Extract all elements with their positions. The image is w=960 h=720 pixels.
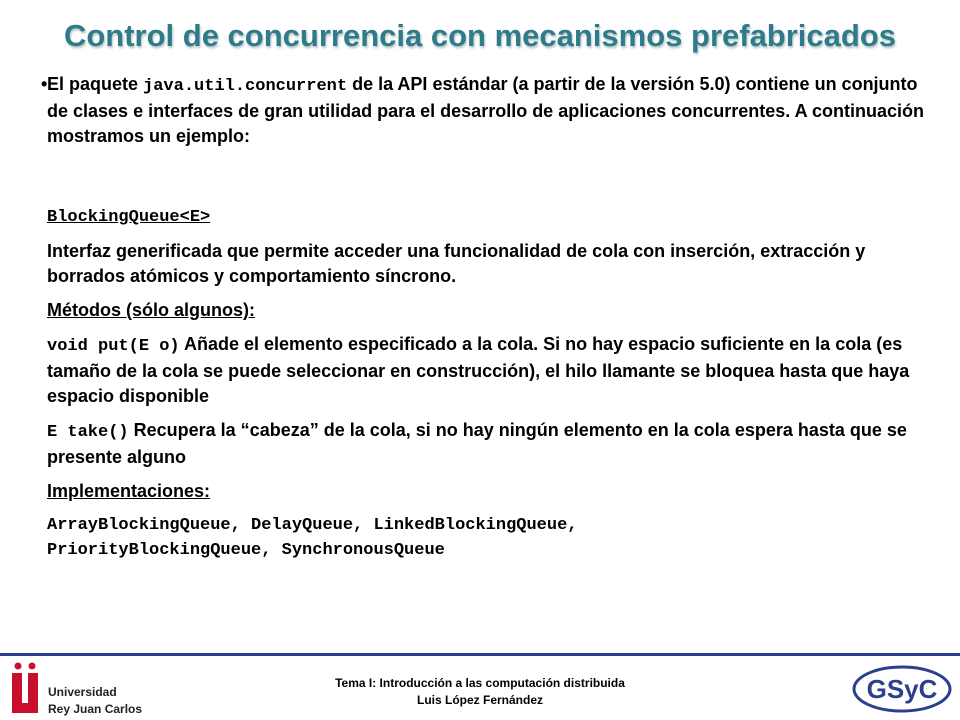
implementations-line-1: ArrayBlockingQueue, DelayQueue, LinkedBlockingQueue, xyxy=(47,516,578,535)
method-take-signature: E take() xyxy=(47,423,129,442)
footer-divider xyxy=(0,653,960,656)
bullet: • xyxy=(41,74,48,94)
method-take xyxy=(47,418,927,470)
implementations-list xyxy=(47,513,927,563)
slide-title: Control de concurrencia con mecanismos prefabricados xyxy=(63,18,897,53)
gsyc-logo-icon xyxy=(852,664,952,714)
university-line-2: Rey Juan Carlos xyxy=(48,702,143,716)
package-name: java.util.concurrent xyxy=(143,77,348,96)
interface-description: Interfaz generificada que permite acceder una funcionalidad de cola con inserción, extracción y borrados atómicos y comportamiento síncrono. xyxy=(47,241,866,286)
intro-paragraph xyxy=(41,72,927,149)
implementations-heading: Implementaciones: xyxy=(47,481,211,501)
interface-name: BlockingQueue<E> xyxy=(47,208,211,227)
footer-topic: Tema I: Introducción a las computación distribuida xyxy=(335,676,625,690)
footer-text xyxy=(0,675,960,709)
slide-body xyxy=(41,72,927,563)
intro-post: de la API estándar (a partir de la versión 5.0) contiene un conjunto de clases e interfaces de gran utilidad para el desarrollo de aplicaciones concurrentes. A continuación mostramos un ejemplo: xyxy=(47,74,924,146)
gsyc-logo-text: GSyC xyxy=(866,674,938,704)
university-line-1: Universidad xyxy=(48,685,117,699)
methods-heading: Métodos (sólo algunos): xyxy=(47,300,255,320)
method-take-description: Recupera la “cabeza” de la cola, si no hay ningún elemento en la cola espera hasta que se presente alguno xyxy=(47,420,907,467)
footer-author: Luis López Fernández xyxy=(416,693,543,707)
intro-pre: El paquete xyxy=(47,74,144,94)
method-put-signature: void put(E o) xyxy=(47,337,180,356)
method-put xyxy=(47,332,927,409)
method-put-description: Añade el elemento especificado a la cola. Si no hay espacio suficiente en la cola (es tamaño de la cola se puede seleccionar en construcción), el hilo llamante se bloquea hasta que haya espacio disponible xyxy=(47,334,910,406)
implementations-line-2: PriorityBlockingQueue, SynchronousQueue xyxy=(47,541,445,560)
